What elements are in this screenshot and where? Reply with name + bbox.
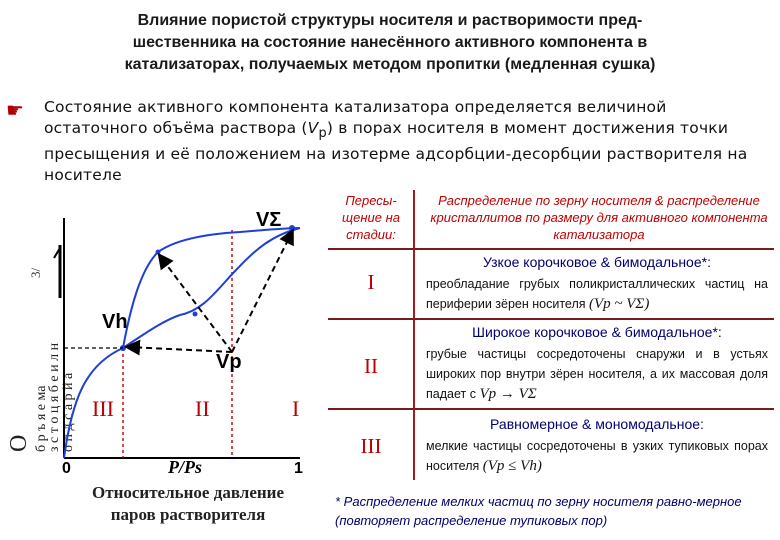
intro-paragraph xyxy=(44,97,764,186)
y-axis-smear-3: з с т о ц я б е и л н xyxy=(47,342,62,452)
table-header-distribution: Распределение по зерну носителя & распределение кристаллитов по размеру для активного компонента катализатора xyxy=(430,193,768,242)
arrow-to-vsigma xyxy=(232,232,292,352)
intro-p-sub: p xyxy=(318,126,327,142)
arrow-to-desorption xyxy=(160,256,232,352)
y-axis-smear-4: о п д с а р й а xyxy=(61,372,76,452)
intro-text-1: Состояние активного компонента катализатора определяется величиной остаточного объёма раствора ( xyxy=(44,98,667,137)
row-text-ii xyxy=(426,344,768,404)
y-axis-smear-1: О xyxy=(6,434,32,452)
row-title-ii: Широкое корочковое & бимодальное*: xyxy=(472,324,722,340)
zone-label-ii: II xyxy=(195,396,210,421)
label-vh: Vh xyxy=(102,311,128,333)
y-axis-smear-2: б р ъ я е ма xyxy=(34,385,49,452)
table-header-supersaturation: Пересы-щение на стадии: xyxy=(342,193,400,242)
zone-label-iii: III xyxy=(92,396,114,421)
pointing-hand-icon: ☛ xyxy=(6,100,24,122)
point-vsigma xyxy=(289,225,295,231)
zone-label-i: I xyxy=(292,396,300,421)
title-line-2: шественника на состояние нанесённого активного компонента в xyxy=(132,34,648,51)
distribution-table xyxy=(328,190,774,483)
table-row-divider-2 xyxy=(328,408,774,410)
row-text-i xyxy=(426,274,768,314)
title-line-1: Влияние пористой структуры носителя и растворимости пред- xyxy=(137,12,643,29)
point-desorption xyxy=(156,250,161,255)
x-tick-zero: 0 xyxy=(62,460,71,477)
row-text-iii-body: мелкие частицы сосредоточены в узких тупиковых порах носителя xyxy=(426,439,768,473)
row-text-iii xyxy=(426,436,768,476)
row-formula-ii: Vp → VΣ xyxy=(479,386,537,402)
row-title-iii: Равномерное & мономодальное: xyxy=(490,416,704,432)
adsorption-curve xyxy=(64,228,300,458)
label-vp: Vp xyxy=(216,351,242,373)
y-axis-fragment: 3/ xyxy=(28,267,43,278)
row-roman-i: I xyxy=(367,270,375,294)
row-text-i-body: преобладание грубых поликристаллических частиц на периферии зёрен носителя xyxy=(426,277,768,311)
title-line-3: катализаторах, получаемых методом пропитки (медленная сушка) xyxy=(124,56,656,73)
x-axis-caption-2: паров растворителя xyxy=(110,505,266,524)
x-tick-one: 1 xyxy=(294,460,303,477)
row-formula-iii: (Vp ≤ Vh) xyxy=(482,458,542,474)
intro-v: V xyxy=(307,119,319,137)
x-axis-variable: P/Ps xyxy=(168,457,202,477)
intro-text-2: ) в порах носителя в момент достижения точки пресыщения и её положением на изотерме адсорбции-десорбции растворителя на носителе xyxy=(44,119,748,185)
row-text-ii-body: грубые частицы сосредоточены снаружи и в устьях широких пор внутри зёрен носителя, а их массовая доля падает с xyxy=(426,347,768,401)
isotherm-diagram xyxy=(0,190,330,540)
row-roman-ii: II xyxy=(364,354,378,378)
table-header-divider xyxy=(328,248,774,250)
page-title xyxy=(40,10,740,76)
row-title-i: Узкое корочковое & бимодальное*: xyxy=(483,254,711,270)
label-v-sigma: VΣ xyxy=(256,209,282,231)
row-formula-i: (Vp ~ VΣ) xyxy=(589,296,650,312)
point-adsorption xyxy=(193,312,198,317)
x-axis-caption-1: Относительное давление xyxy=(92,483,284,502)
row-roman-iii: III xyxy=(360,434,382,458)
table-row-divider-1 xyxy=(328,318,774,320)
footnote: * Распределение мелких частиц по зерну носителя равно-мерное (повторяет распределение тупиковых пор) xyxy=(335,494,742,528)
